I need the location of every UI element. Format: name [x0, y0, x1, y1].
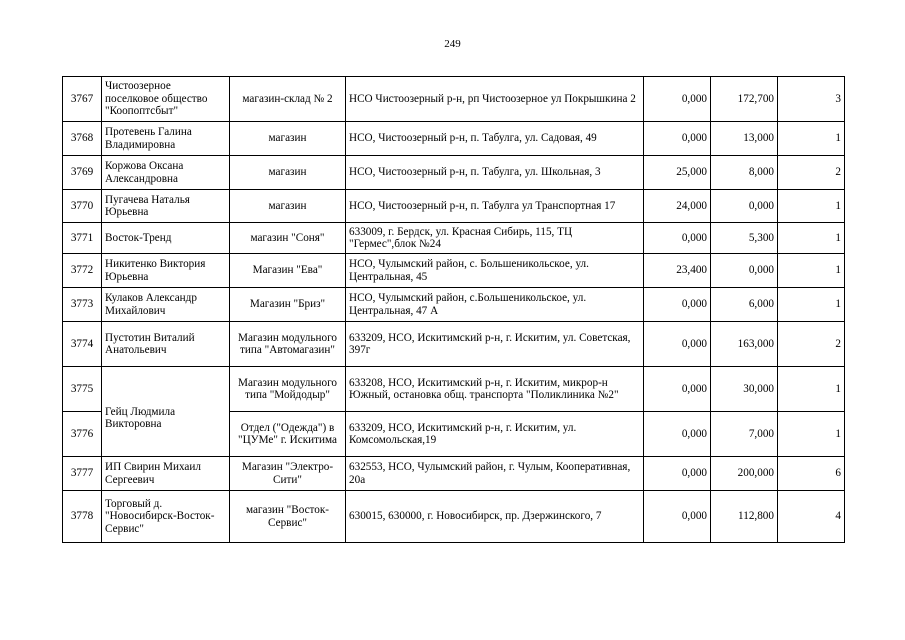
row-number: 3778	[63, 491, 102, 543]
object-type: магазин "Соня"	[230, 223, 346, 254]
table-row	[63, 322, 845, 367]
owner-name: Пустотин Виталий Анатольевич	[102, 322, 230, 367]
object-type: магазин	[230, 122, 346, 156]
object-type: магазин	[230, 190, 346, 223]
count: 2	[778, 322, 845, 367]
value-1: 0,000	[644, 457, 711, 491]
address: 633009, г. Бердск, ул. Красная Сибирь, 115, ТЦ "Гермес",блок №24	[346, 223, 644, 254]
count: 1	[778, 190, 845, 223]
count: 4	[778, 491, 845, 543]
count: 3	[778, 77, 845, 122]
row-number: 3772	[63, 254, 102, 288]
object-type: Магазин модульного типа "Мойдодыр"	[230, 367, 346, 412]
value-2: 13,000	[711, 122, 778, 156]
count: 1	[778, 254, 845, 288]
address: НСО Чистоозерный р-н, рп Чистоозерное ул Покрышкина 2	[346, 77, 644, 122]
value-2: 0,000	[711, 254, 778, 288]
row-number: 3769	[63, 156, 102, 190]
address: НСО, Чистоозерный р-н, п. Табулга, ул. Садовая, 49	[346, 122, 644, 156]
object-type: Магазин модульного типа "Автомагазин"	[230, 322, 346, 367]
table-row	[63, 223, 845, 254]
owner-name: Чистоозерное поселковое общество "Коопоптсбыт"	[102, 77, 230, 122]
row-number: 3776	[63, 412, 102, 457]
value-2: 30,000	[711, 367, 778, 412]
value-2: 200,000	[711, 457, 778, 491]
store-register-table	[62, 76, 845, 543]
value-2: 8,000	[711, 156, 778, 190]
value-1: 0,000	[644, 412, 711, 457]
address: НСО, Чулымский район, с.Большеникольское, ул. Центральная, 47 А	[346, 288, 644, 322]
value-1: 24,000	[644, 190, 711, 223]
owner-name: Торговый д. "Новосибирск-Восток-Сервис"	[102, 491, 230, 543]
table-row	[63, 367, 845, 412]
table-row	[63, 122, 845, 156]
owner-name: Никитенко Виктория Юрьевна	[102, 254, 230, 288]
owner-name: Гейц Людмила Викторовна	[102, 367, 230, 457]
row-number: 3774	[63, 322, 102, 367]
row-number: 3770	[63, 190, 102, 223]
address: 633209, НСО, Искитимский р-н, г. Искитим, ул. Комсомольская,19	[346, 412, 644, 457]
owner-name: Протевень Галина Владимировна	[102, 122, 230, 156]
count: 2	[778, 156, 845, 190]
row-number: 3771	[63, 223, 102, 254]
owner-name: Восток-Тренд	[102, 223, 230, 254]
row-number: 3768	[63, 122, 102, 156]
table-row	[63, 491, 845, 543]
value-2: 0,000	[711, 190, 778, 223]
address: 633208, НСО, Искитимский р-н, г. Искитим, микрор-н Южный, остановка общ. транспорта "Поликлиника №2"	[346, 367, 644, 412]
address: НСО, Чулымский район, с. Большеникольское, ул. Центральная, 45	[346, 254, 644, 288]
value-2: 172,700	[711, 77, 778, 122]
value-1: 0,000	[644, 367, 711, 412]
value-2: 112,800	[711, 491, 778, 543]
row-number: 3775	[63, 367, 102, 412]
address: 633209, НСО, Искитимский р-н, г. Искитим, ул. Советская, 397г	[346, 322, 644, 367]
row-number: 3773	[63, 288, 102, 322]
table-row	[63, 156, 845, 190]
object-type: Магазин "Электро-Сити"	[230, 457, 346, 491]
count: 1	[778, 412, 845, 457]
address: 632553, НСО, Чулымский район, г. Чулым, Кооперативная, 20а	[346, 457, 644, 491]
value-1: 0,000	[644, 288, 711, 322]
value-1: 0,000	[644, 122, 711, 156]
owner-name: Коржова Оксана Александровна	[102, 156, 230, 190]
owner-name: Пугачева Наталья Юрьевна	[102, 190, 230, 223]
value-2: 7,000	[711, 412, 778, 457]
value-2: 5,300	[711, 223, 778, 254]
count: 1	[778, 367, 845, 412]
object-type: Магазин "Бриз"	[230, 288, 346, 322]
object-type: магазин-склад № 2	[230, 77, 346, 122]
page-number: 249	[444, 38, 461, 50]
owner-name: Кулаков Александр Михайлович	[102, 288, 230, 322]
owner-name: ИП Свирин Михаил Сергеевич	[102, 457, 230, 491]
count: 1	[778, 288, 845, 322]
count: 1	[778, 223, 845, 254]
table-row	[63, 190, 845, 223]
table-row	[63, 288, 845, 322]
value-1: 0,000	[644, 491, 711, 543]
row-number: 3767	[63, 77, 102, 122]
count: 6	[778, 457, 845, 491]
address: НСО, Чистоозерный р-н, п. Табулга ул Транспортная 17	[346, 190, 644, 223]
value-1: 0,000	[644, 223, 711, 254]
table-row	[63, 77, 845, 122]
object-type: магазин "Восток-Сервис"	[230, 491, 346, 543]
value-1: 25,000	[644, 156, 711, 190]
table-row	[63, 254, 845, 288]
address: 630015, 630000, г. Новосибирск, пр. Дзержинского, 7	[346, 491, 644, 543]
count: 1	[778, 122, 845, 156]
object-type: Отдел ("Одежда") в "ЦУМе" г. Искитима	[230, 412, 346, 457]
value-1: 23,400	[644, 254, 711, 288]
value-2: 6,000	[711, 288, 778, 322]
object-type: Магазин "Ева"	[230, 254, 346, 288]
value-2: 163,000	[711, 322, 778, 367]
table-row	[63, 457, 845, 491]
value-1: 0,000	[644, 77, 711, 122]
address: НСО, Чистоозерный р-н, п. Табулга, ул. Школьная, 3	[346, 156, 644, 190]
object-type: магазин	[230, 156, 346, 190]
row-number: 3777	[63, 457, 102, 491]
value-1: 0,000	[644, 322, 711, 367]
